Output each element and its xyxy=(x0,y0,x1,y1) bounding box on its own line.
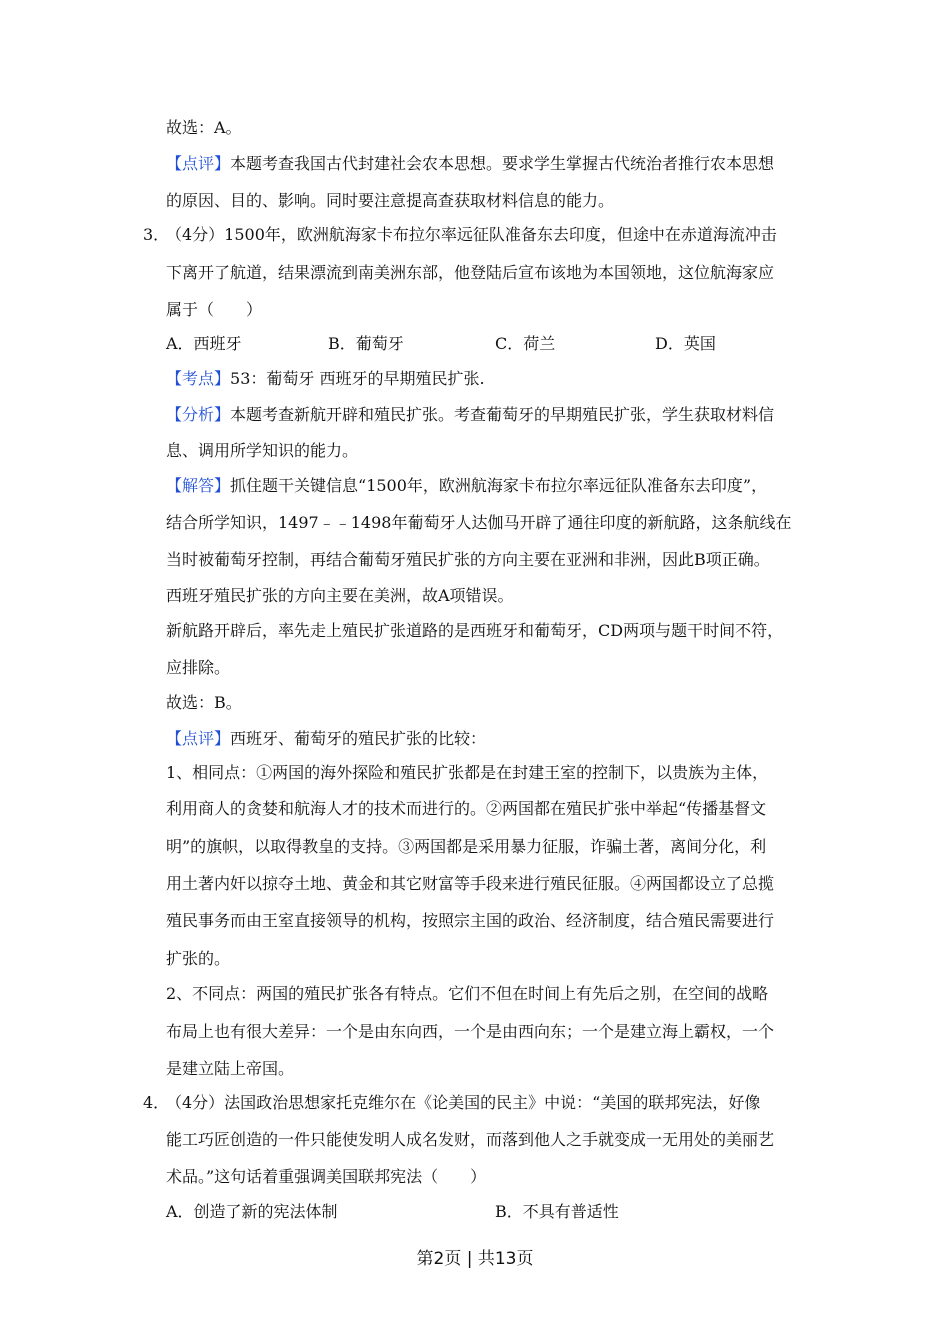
solution-text: 抓住题干关键信息“1500年，欧洲航海家卡布拉尔率远征队准备东去印度”， xyxy=(230,476,768,495)
review-text: 本题考查我国古代封建社会农本思想。要求学生掌握古代统治者推行农本思想 xyxy=(230,154,775,173)
review-line: 是建立陆上帝国。 xyxy=(166,1059,295,1078)
page-footer: 第2页 | 共13页 xyxy=(416,1249,534,1269)
question-stem: 能工巧匠创造的一件只能使发明人成名发财，而落到他人之手就变成一无用处的美丽艺 xyxy=(166,1130,775,1149)
review-line: 扩张的。 xyxy=(166,949,231,968)
review-line: 的原因、目的、影响。同时要注意提高查获取材料信息的能力。 xyxy=(166,191,615,210)
option-a: A．西班牙 xyxy=(166,334,242,353)
analysis-text: 本题考查新航开辟和殖民扩张。考查葡萄牙的早期殖民扩张，学生获取材料信 xyxy=(230,405,775,424)
review-line: 布局上也有很大差异：一个是由东向西，一个是由西向东；一个是建立海上霸权，一个 xyxy=(166,1022,775,1041)
question-number: 3． xyxy=(143,225,170,244)
option-d: D．英国 xyxy=(655,334,716,353)
solution-tag: 【解答】 xyxy=(166,476,231,495)
question-stem: 下离开了航道，结果漂流到南美洲东部，他登陆后宣布该地为本国领地，这位航海家应 xyxy=(166,263,775,282)
review-line: 2、不同点：两国的殖民扩张各有特点。它们不但在时间上有先后之别，在空间的战略 xyxy=(166,984,769,1003)
question-stem: 属于（ ） xyxy=(166,300,263,319)
question-stem: （4分）1500年，欧洲航海家卡布拉尔率远征队准备东去印度，但途中在赤道海流冲击 xyxy=(166,225,777,244)
review-line xyxy=(166,729,816,749)
solution-line: 结合所学知识，1497﹣﹣1498年葡萄牙人达伽马开辟了通往印度的新航路，这条航线在 xyxy=(166,513,792,532)
review-tag: 【点评】 xyxy=(166,729,231,748)
review-line: 1、相同点：①两国的海外探险和殖民扩张都是在封建王室的控制下，以贵族为主体， xyxy=(166,763,769,782)
review-line: 利用商人的贪婪和航海人才的技术而进行的。②两国都在殖民扩张中举起“传播基督文 xyxy=(166,799,767,818)
option-c: C．荷兰 xyxy=(495,334,556,353)
analysis-tag: 【分析】 xyxy=(166,405,231,424)
review-line: 明”的旗帜，以取得教皇的支持。③两国都是采用暴力征服，诈骗土著，离间分化，利 xyxy=(166,837,767,856)
review-line: 用土著内奸以掠夺土地、黄金和其它财富等手段来进行殖民征服。④两国都设立了总揽 xyxy=(166,874,775,893)
option-a: A．创造了新的宪法体制 xyxy=(166,1202,338,1221)
solution-line: 新航路开辟后，率先走上殖民扩张道路的是西班牙和葡萄牙，CD两项与题干时间不符， xyxy=(166,621,784,640)
review-tag: 【点评】 xyxy=(166,154,231,173)
analysis-line: 息、调用所学知识的能力。 xyxy=(166,441,359,460)
answer-line: 故选：A。 xyxy=(166,118,242,137)
solution-line: 西班牙殖民扩张的方向主要在美洲，故A项错误。 xyxy=(166,586,514,605)
question-number: 4． xyxy=(143,1093,170,1112)
solution-line xyxy=(166,476,816,496)
point-line xyxy=(166,369,816,389)
option-b: B．葡萄牙 xyxy=(328,334,404,353)
solution-line: 应排除。 xyxy=(166,658,231,677)
question-stem: 术品。”这句话着重强调美国联邦宪法（ ） xyxy=(166,1167,487,1186)
analysis-line xyxy=(166,405,816,425)
review-text: 西班牙、葡萄牙的殖民扩张的比较： xyxy=(230,729,487,748)
solution-line: 当时被葡萄牙控制，再结合葡萄牙殖民扩张的方向主要在亚洲和非洲，因此B项正确。 xyxy=(166,550,770,569)
review-line xyxy=(166,154,816,174)
question-stem: （4分）法国政治思想家托克维尔在《论美国的民主》中说：“美国的联邦宪法，好像 xyxy=(166,1093,761,1112)
solution-line: 故选：B。 xyxy=(166,693,242,712)
point-tag: 【考点】 xyxy=(166,369,231,388)
option-b: B．不具有普适性 xyxy=(495,1202,619,1221)
point-text: 53：葡萄牙 西班牙的早期殖民扩张. xyxy=(230,369,485,388)
review-line: 殖民事务而由王室直接领导的机构，按照宗主国的政治、经济制度，结合殖民需要进行 xyxy=(166,911,775,930)
